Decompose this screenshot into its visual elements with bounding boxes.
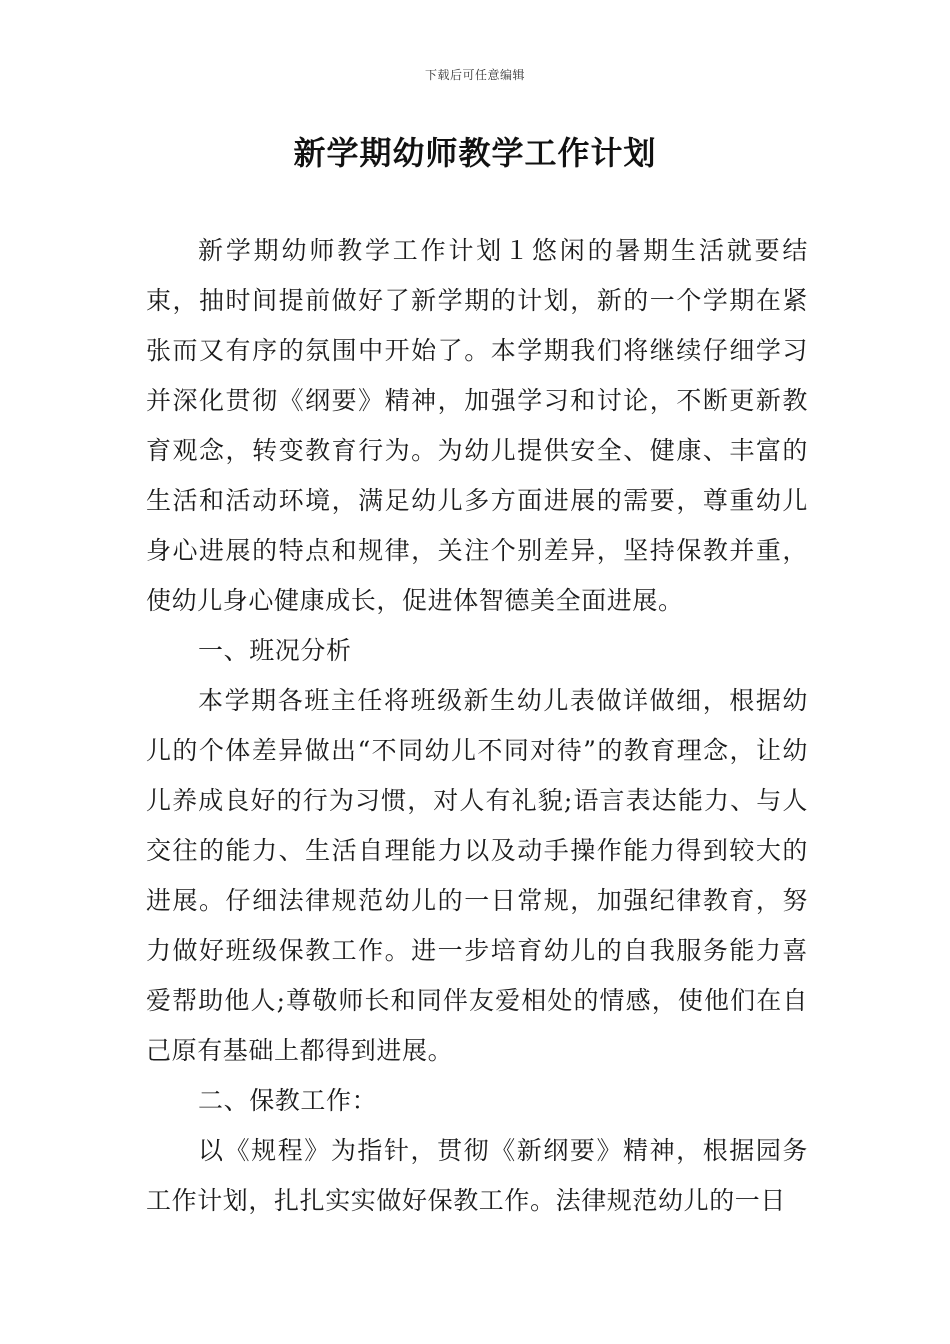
document-body [146, 226, 808, 1226]
body-paragraph-class-analysis: 本学期各班主任将班级新生幼儿表做详做细，根据幼儿的个体差异做出“不同幼儿不同对待”的教育理念，让幼儿养成良好的行为习惯，对人有礼貌;语言表达能力、与人交往的能力、生活自理能力以及动手操作能力得到较大的进展。仔细法律规范幼儿的一日常规，加强纪律教育，努力做好班级保教工作。进一步培育幼儿的自我服务能力喜爱帮助他人;尊敬师长和同伴友爱相处的情感，使他们在自己原有基础上都得到进展。 [146, 686, 808, 1065]
section-heading-care-education: 二、保教工作： [198, 1086, 378, 1115]
body-paragraph-intro: 新学期幼师教学工作计划１悠闲的暑期生活就要结束，抽时间提前做好了新学期的计划，新的一个学期在紧张而又有序的氛围中开始了。本学期我们将继续仔细学习并深化贯彻《纲要》精神，加强学习和讨论，不断更新教育观念，转变教育行为。为幼儿提供安全、健康、丰富的生活和活动环境，满足幼儿多方面进展的需要，尊重幼儿身心进展的特点和规律，关注个别差异，坚持保教并重，使幼儿身心健康成长，促进体智德美全面进展。 [146, 236, 808, 615]
header-note: 下载后可任意编辑 [424, 68, 525, 82]
document-title: 新学期幼师教学工作计划 [293, 134, 657, 172]
body-paragraph-care-education: 以《规程》为指针，贯彻《新纲要》精神，根据园务工作计划，扎扎实实做好保教工作。法律规范幼儿的一日 [146, 1136, 808, 1215]
section-heading-class-analysis: 一、班况分析 [198, 636, 352, 665]
